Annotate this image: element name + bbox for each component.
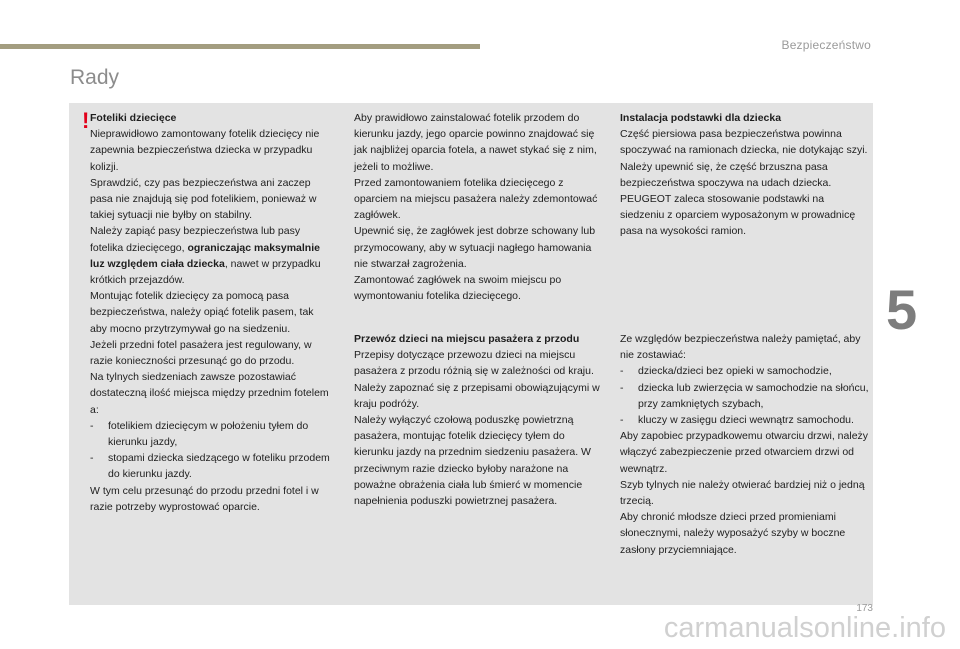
watermark: carmanualsonline.info bbox=[663, 612, 946, 644]
paragraph: Sprawdzić, czy pas bezpieczeństwa ani zaczep pasa nie znajdują się pod fotelikiem, ponieważ w takiej sytuacji nie byłby on stabilny. bbox=[90, 176, 317, 222]
exclamation-warning-icon: ! bbox=[82, 108, 90, 133]
paragraph: Jeżeli przedni fotel pasażera jest regulowany, w razie konieczności przesunąć go do przodu. bbox=[90, 338, 312, 368]
paragraph: Należy wyłączyć czołową poduszkę powietrzną pasażera, montując fotelik dziecięcy tyłem do kierunku jazdy na przednim siedzeniu pasażera. W przeciwnym razie dziecko byłoby narażone na poważne obrażenia ciała lub śmierć w momencie napełnienia poduszki powietrznej pasażera. bbox=[354, 414, 591, 508]
column-booster-seat bbox=[620, 110, 870, 240]
paragraph: Szyb tylnych nie należy otwierać bardziej niż o jedną trzecią. bbox=[620, 478, 865, 508]
paragraph: PEUGEOT zaleca stosowanie podstawki na siedzeniu z oparciem wyposażonym w prowadnicę pasa na wysokości ramion. bbox=[620, 193, 856, 238]
paragraph: Przepisy dotyczące przewozu dzieci na miejscu pasażera z przodu różnią się w zależności od kraju. Należy zapoznać się z przepisami obowiązującymi w kraju podróży. bbox=[354, 349, 600, 410]
child-seats-heading: Foteliki dziecięce bbox=[90, 112, 177, 124]
column-front-passenger bbox=[354, 331, 602, 509]
paragraph: Ze względów bezpieczeństwa należy pamiętać, aby nie zostawiać: bbox=[620, 333, 861, 362]
list-item: - kluczy w zasięgu dzieci wewnątrz samochodu. bbox=[620, 414, 854, 427]
paragraph: Nieprawidłowo zamontowany fotelik dziecięcy nie zapewnia bezpieczeństwa dziecka w przypadku kolizji. bbox=[90, 128, 320, 173]
paragraph: Aby chronić młodsze dzieci przed promieniami słonecznymi, należy wyposażyć szyby w boczne zasłony przyciemniające. bbox=[620, 511, 846, 556]
header-accent-bar bbox=[0, 44, 480, 49]
column-headrest bbox=[354, 110, 602, 304]
content-panel bbox=[69, 103, 873, 605]
paragraph: Należy zapiąć pasy bezpieczeństwa lub pasy fotelika dziecięcego, ograniczając maksymalnie luz względem ciała dziecka, nawet w przypadku krótkich przejazdów. bbox=[90, 225, 321, 287]
list-item: - dziecka lub zwierzęcia w samochodzie na słońcu, przy zamkniętych szybach, bbox=[620, 381, 869, 410]
front-passenger-heading: Przewóz dzieci na miejscu pasażera z przodu bbox=[354, 333, 580, 345]
paragraph: Należy upewnić się, że część brzuszna pasa bezpieczeństwa spoczywa na udach dziecka. bbox=[620, 160, 832, 189]
paragraph: Upewnić się, że zagłówek jest dobrze schowany lub przymocowany, aby w sytuacji nagłego hamowania nie stwarzał zagrożenia. bbox=[354, 225, 596, 270]
column-child-seats bbox=[90, 110, 330, 515]
paragraph: Na tylnych siedzeniach zawsze pozostawiać dostateczną ilość miejsca między przednim fotelem a: bbox=[90, 371, 329, 416]
booster-seat-heading: Instalacja podstawki dla dziecka bbox=[620, 112, 782, 124]
paragraph: Aby prawidłowo zainstalować fotelik przodem do kierunku jazdy, jego oparcie powinno znajdować się jak najbliżej oparcia fotela, a nawet stykać się z nim, jeżeli to możliwe. bbox=[354, 112, 597, 173]
chapter-number: 5 bbox=[886, 278, 918, 341]
list-item: - fotelikiem dziecięcym w położeniu tyłem do kierunku jazdy, bbox=[90, 419, 309, 449]
paragraph: Przed zamontowaniem fotelika dziecięcego z oparciem na miejscu pasażera należy zdemontować zagłówek. bbox=[354, 176, 598, 222]
paragraph: Aby zapobiec przypadkowemu otwarciu drzwi, należy włączyć zabezpieczenie przed otwarciem drzwi od wewnątrz. bbox=[620, 430, 869, 475]
list-item: - dziecka/dzieci bez opieki w samochodzie, bbox=[620, 365, 832, 378]
paragraph: Część piersiowa pasa bezpieczeństwa powinna spoczywać na ramionach dziecka, nie dotykając szyi. bbox=[620, 128, 868, 157]
paragraph: Montując fotelik dziecięcy za pomocą pasa bezpieczeństwa, należy opiąć fotelik pasem, tak aby mocno przytrzymywał go na siedzeniu. bbox=[90, 290, 314, 335]
section-title: Bezpieczeństwo bbox=[781, 38, 871, 52]
list-item: - stopami dziecka siedzącego w foteliku przodem do kierunku jazdy. bbox=[90, 452, 330, 481]
paragraph: W tym celu przesunąć do przodu przedni fotel i w razie potrzeby wyprostować oparcie. bbox=[90, 484, 319, 513]
page-title: Rady bbox=[70, 66, 120, 89]
column-safety-reminders bbox=[620, 331, 870, 558]
paragraph: Zamontować zagłówek na swoim miejscu po wymontowaniu fotelika dziecięcego. bbox=[354, 274, 562, 303]
page-number: 173 bbox=[856, 603, 873, 614]
